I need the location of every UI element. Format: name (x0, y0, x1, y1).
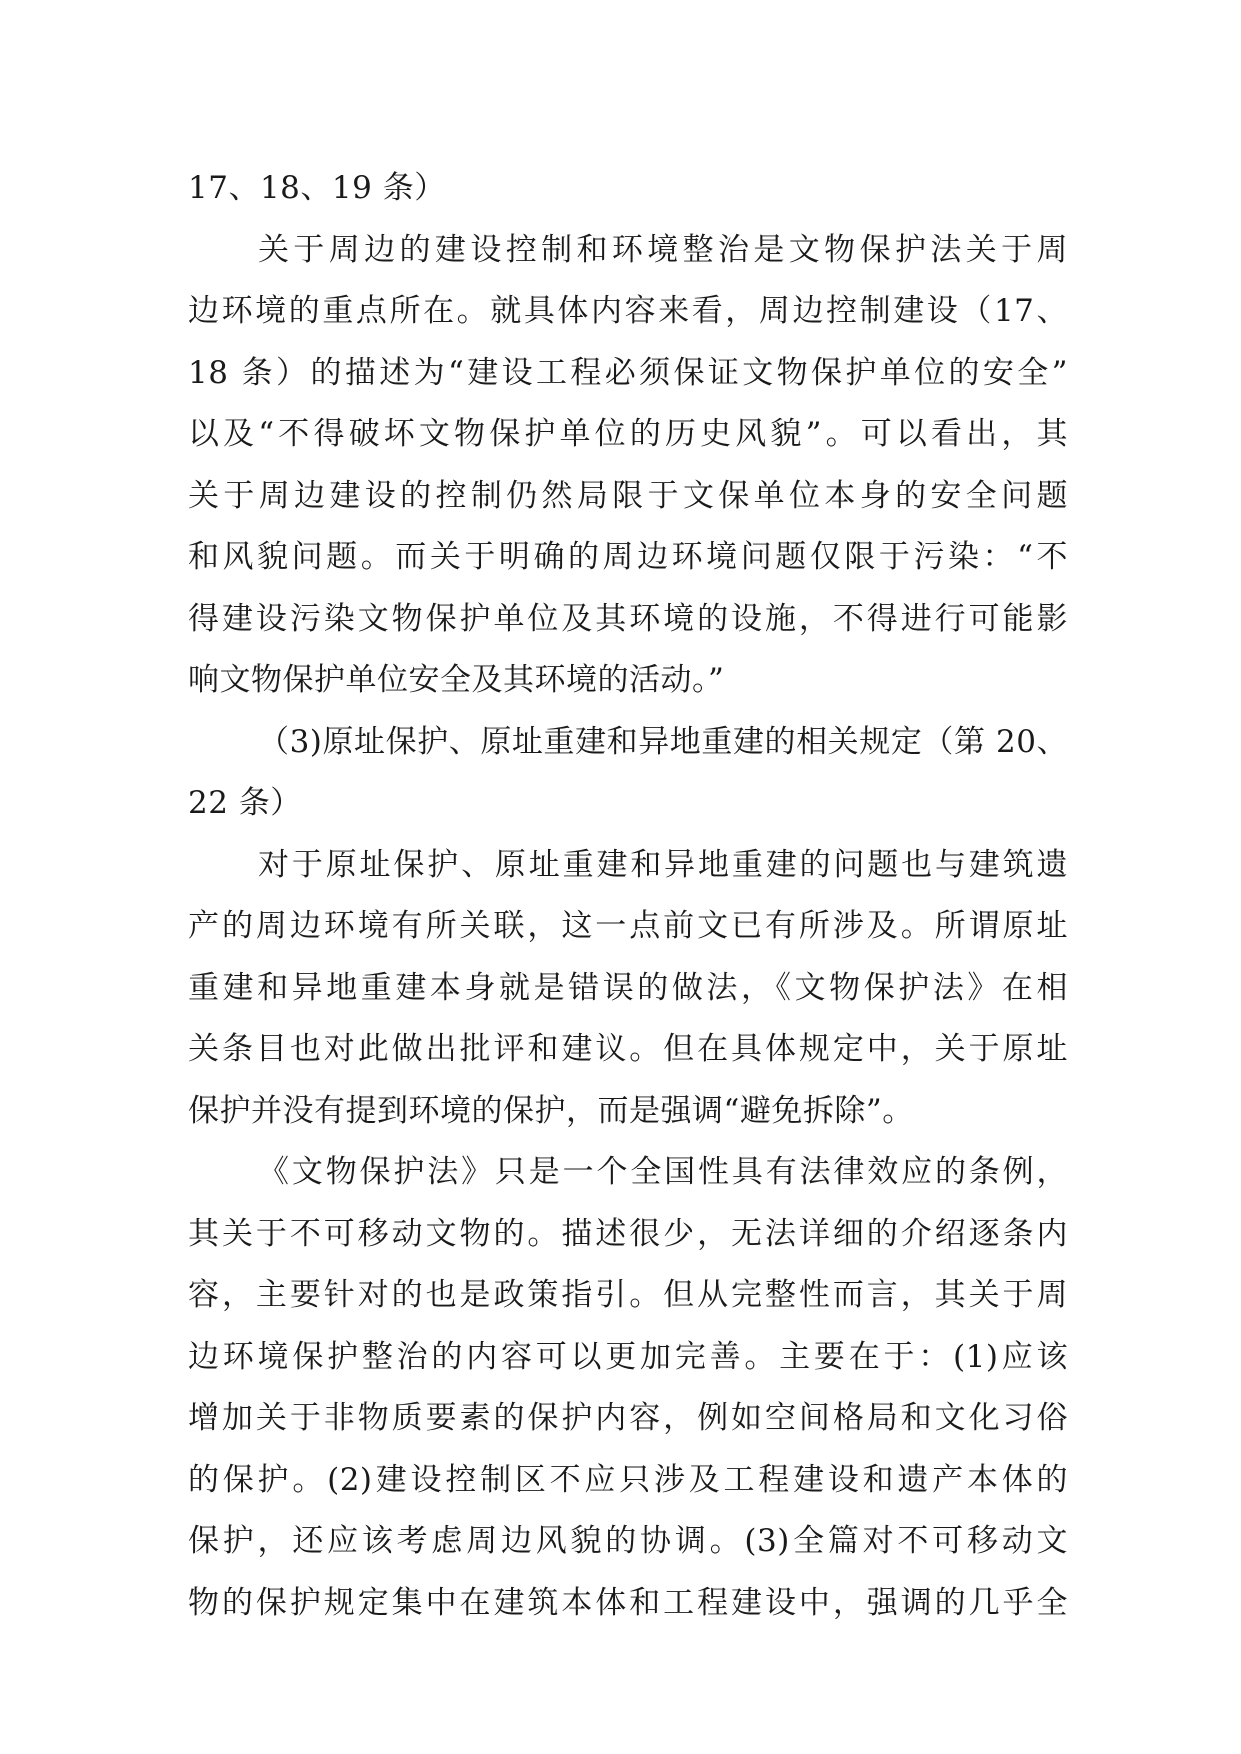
text-line: 以及“不得破坏文物保护单位的历史风貌”。可以看出，其 (188, 416, 1068, 452)
text-line: 增加关于非物质要素的保护内容，例如空间格局和文化习俗 (188, 1400, 1068, 1436)
text-line: 17、18、19 条） (188, 170, 446, 206)
text-line: 《文物保护法》只是一个全国性具有法律效应的条例， (258, 1154, 1068, 1190)
text-line: 关条目也对此做出批评和建议。但在具体规定中，关于原址 (188, 1031, 1068, 1067)
text-line: 保护，还应该考虑周边风貌的协调。(3)全篇对不可移动文 (188, 1523, 1068, 1559)
text-line: 18 条）的描述为“建设工程必须保证文物保护单位的安全” (188, 354, 1068, 391)
text-line: （3)原址保护、原址重建和异地重建的相关规定（第 20、 (258, 723, 1068, 760)
text-line: 边环境的重点所在。就具体内容来看，周边控制建设（17、 (188, 293, 1068, 329)
text-line: 其关于不可移动文物的。描述很少，无法详细的介绍逐条内 (188, 1215, 1068, 1252)
text-line: 物的保护规定集中在建筑本体和工程建设中，强调的几乎全 (188, 1584, 1068, 1621)
text-line: 边环境保护整治的内容可以更加完善。主要在于：(1)应该 (188, 1338, 1068, 1375)
text-line: 响文物保护单位安全及其环境的活动。” (188, 662, 725, 698)
text-line: 关于周边的建设控制和环境整治是文物保护法关于周 (258, 231, 1068, 268)
body-text (188, 158, 1068, 1634)
text-line: 保护并没有提到环境的保护，而是强调“避免拆除”。 (188, 1092, 914, 1129)
text-line: 关于周边建设的控制仍然局限于文保单位本身的安全问题 (188, 477, 1068, 514)
text-line: 的保护。(2)建设控制区不应只涉及工程建设和遗产本体的 (188, 1461, 1068, 1498)
text-line: 和风貌问题。而关于明确的周边环境问题仅限于污染：“不 (188, 539, 1068, 575)
text-line: 对于原址保护、原址重建和异地重建的问题也与建筑遗 (258, 846, 1068, 883)
text-line: 产的周边环境有所关联，这一点前文已有所涉及。所谓原址 (188, 908, 1068, 944)
text-line: 得建设污染文物保护单位及其环境的设施，不得进行可能影 (188, 600, 1068, 637)
text-line: 容，主要针对的也是政策指引。但从完整性而言，其关于周 (188, 1277, 1068, 1313)
text-line: 重建和异地重建本身就是错误的做法，《文物保护法》在相 (188, 969, 1068, 1006)
text-line: 22 条） (188, 785, 302, 821)
